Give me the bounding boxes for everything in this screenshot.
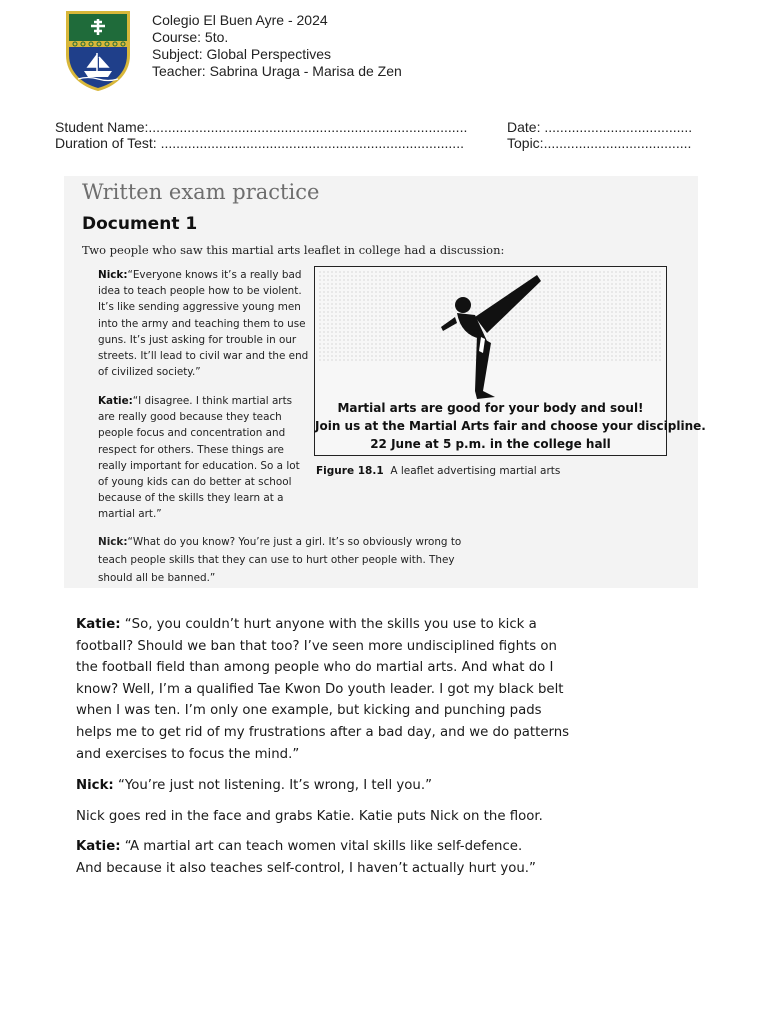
paragraph-line: “So, you couldn’t hurt anyone with the skills you use to kick a bbox=[124, 617, 537, 632]
dialog-line: into the army and teaching them to use bbox=[98, 317, 306, 330]
leaflet-invitation: Join us at the Martial Arts fair and choose your discipline. bbox=[315, 419, 706, 433]
paragraph-line: “You’re just not listening. It’s wrong, I tell you.” bbox=[117, 778, 432, 793]
teacher-line: Teacher: Sabrina Uraga - Marisa de Zen bbox=[152, 63, 402, 79]
martial-artist-silhouette bbox=[435, 273, 545, 401]
date-field[interactable] bbox=[507, 119, 692, 135]
dialog-line: of civilized society.” bbox=[98, 366, 201, 379]
nick-second-statement bbox=[98, 533, 461, 587]
subject-line: Subject: Global Perspectives bbox=[152, 46, 331, 62]
school-name: Colegio El Buen Ayre - 2024 bbox=[152, 12, 328, 28]
dialog-line: streets. It’ll lead to civil war and the end bbox=[98, 350, 309, 363]
nick-response-paragraph bbox=[76, 775, 432, 797]
nick-statement bbox=[98, 267, 308, 380]
dialog-line: really important for education. So a lot bbox=[98, 459, 300, 472]
leaflet-date-place: 22 June at 5 p.m. in the college hall bbox=[370, 437, 611, 451]
topic-blank[interactable]: ...................................... bbox=[543, 135, 692, 151]
exam-heading: Written exam practice bbox=[82, 180, 320, 204]
figure-caption bbox=[316, 465, 560, 477]
katie-final-paragraph bbox=[76, 836, 536, 879]
document-intro: Two people who saw this martial arts leaflet in college had a discussion: bbox=[82, 243, 505, 257]
paragraph-line: Nick goes red in the face and grabs Katie. Katie puts Nick on the floor. bbox=[76, 809, 543, 824]
duration-field[interactable] bbox=[55, 135, 464, 151]
speaker-label: Nick: bbox=[98, 269, 128, 281]
dialog-line: “Everyone knows it’s a really bad bbox=[127, 269, 302, 281]
school-crest-logo bbox=[64, 9, 132, 93]
paragraph-line: football? Should we ban that too? I’ve seen more undisciplined fights on bbox=[76, 638, 557, 654]
dialog-line: people focus and concentration and bbox=[98, 427, 286, 440]
dialog-line: “I disagree. I think martial arts bbox=[132, 395, 293, 407]
paragraph-line: when I was ten. I’m only one example, but kicking and punching pads bbox=[76, 703, 542, 719]
katie-response-paragraph bbox=[76, 614, 569, 765]
dialog-line: because of the skills they learn at a bbox=[98, 492, 284, 505]
dialog-line: guns. It’s just asking for trouble in our bbox=[98, 333, 297, 346]
dialog-line: idea to teach people how to be violent. bbox=[98, 285, 302, 298]
dialog-line: should all be banned.” bbox=[98, 572, 216, 584]
figure-caption-text: A leaflet advertising martial arts bbox=[390, 465, 561, 477]
dialog-line: are really good because they teach bbox=[98, 411, 282, 424]
school-header bbox=[152, 12, 402, 80]
leaflet-slogan: Martial arts are good for your body and soul! bbox=[337, 401, 644, 415]
duration-label: Duration of Test: bbox=[55, 135, 157, 151]
martial-arts-leaflet bbox=[314, 266, 706, 456]
dialog-line: martial art.” bbox=[98, 508, 162, 521]
speaker-label: Nick: bbox=[98, 536, 128, 548]
figure-number: Figure 18.1 bbox=[316, 465, 384, 477]
topic-label: Topic: bbox=[507, 135, 544, 151]
dialog-line: It’s like sending aggressive young men bbox=[98, 301, 301, 314]
student-name-label: Student Name: bbox=[55, 119, 149, 135]
paragraph-line: helps me to get rid of my frustrations after a bad day, and we do patterns bbox=[76, 724, 570, 740]
document-title: Document 1 bbox=[82, 214, 198, 234]
katie-statement bbox=[98, 393, 300, 523]
speaker-label: Katie: bbox=[76, 839, 121, 854]
paragraph-line: “A martial art can teach women vital skills like self-defence. bbox=[124, 839, 523, 854]
course-line: Course: 5to. bbox=[152, 29, 229, 45]
paragraph-line: and exercises to focus the mind.” bbox=[76, 746, 300, 762]
dialog-line: “What do you know? You’re just a girl. It’s so obviously wrong to bbox=[127, 536, 462, 548]
paragraph-line: And because it also teaches self-control, I haven’t actually hurt you.” bbox=[76, 860, 536, 876]
student-name-blank[interactable]: .................................................................................. bbox=[148, 119, 468, 135]
student-name-field[interactable] bbox=[55, 119, 467, 135]
duration-blank[interactable]: .............................................................................. bbox=[160, 135, 464, 151]
speaker-label: Katie: bbox=[98, 395, 133, 407]
paragraph-line: know? Well, I’m a qualified Tae Kwon Do youth leader. I got my black belt bbox=[76, 681, 564, 697]
narration-paragraph bbox=[76, 806, 543, 828]
date-blank[interactable]: ...................................... bbox=[544, 119, 693, 135]
date-label: Date: bbox=[507, 119, 541, 135]
paragraph-line: the football field than among people who do martial arts. And what do I bbox=[76, 660, 554, 676]
topic-field[interactable] bbox=[507, 135, 691, 151]
dialog-line: of young kids can do better at school bbox=[98, 476, 292, 489]
speaker-label: Katie: bbox=[76, 617, 121, 632]
dialog-line: teach people skills that they can use to hurt other people with. They bbox=[98, 554, 455, 566]
dialog-line: respect for others. These things are bbox=[98, 443, 284, 456]
speaker-label: Nick: bbox=[76, 778, 114, 793]
